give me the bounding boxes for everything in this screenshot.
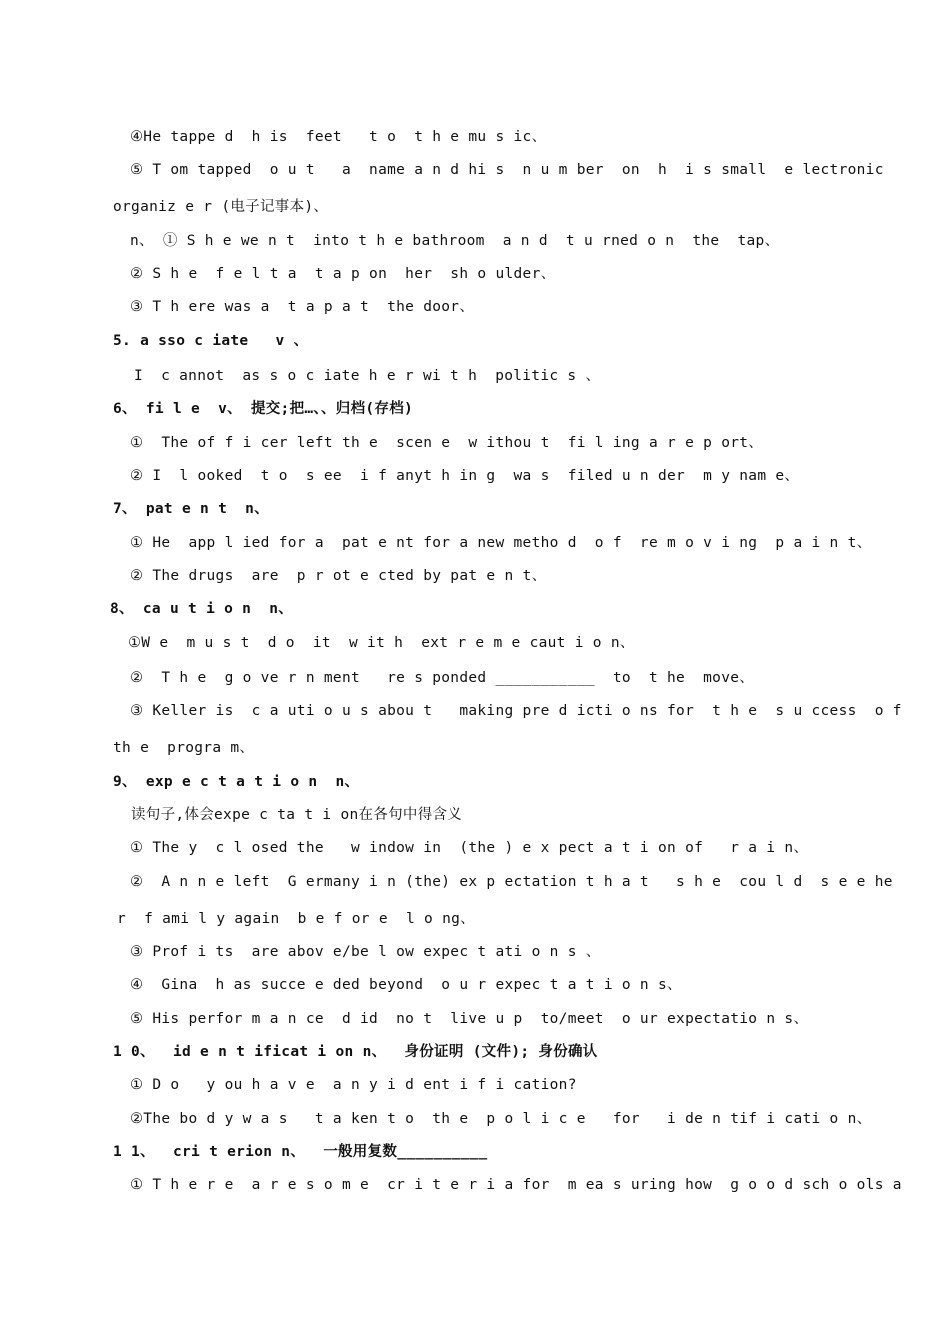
text-line: ① T h e r e a r e s o m e cr i t e r i a for m ea s uring how g o o d sch o ols a [130, 1177, 902, 1193]
text-line: ② A n n e left G ermany i n (the) ex p ectation t h a t s h e cou l d s e e he [130, 874, 893, 890]
text-line: ① He app l ied for a pat e nt for a new metho d o f re m o v i ng p a i n t、 [130, 535, 872, 551]
text-line: ① The of f i cer left th e scen e w ithou t fi l ing a r e p ort、 [130, 435, 764, 451]
section-heading: 6、 fi l e v、 提交;把…、、归档(存档) [113, 401, 414, 417]
text-line: n、 ① S h e we n t into t h e bathroom a n d t u rned o n the tap、 [130, 233, 780, 249]
text-line: ③ T h ere was a t a p a t the door、 [130, 299, 475, 315]
text-line: ④He tappe d h is feet t o t h e mu s ic、 [130, 129, 547, 145]
text-line: r f ami l y again b e f or e l o ng、 [117, 911, 475, 927]
text-line: I c annot as s o c iate h e r wi t h politic s 、 [134, 368, 601, 384]
text-line: ② I l ooked t o s ee i f anyt h in g wa s filed u n der m y nam e、 [130, 468, 800, 484]
text-line: ③ Keller is c a uti o u s abou t making pre d icti o ns for t h e s u ccess o f [130, 703, 902, 719]
text-line: ①W e m u s t d o it w it h ext r e m e caut i o n、 [128, 635, 635, 651]
text-line: ① D o y ou h a v e a n y i d ent i f i cation? [130, 1077, 577, 1093]
text-line: 读句子,体会expe c ta t i on在各句中得含义 [131, 807, 463, 823]
text-line: ⑤ T om tapped o u t a name a n d hi s n u m ber on h i s small e lectronic [130, 162, 884, 178]
text-line: ③ Prof i ts are abov e/be l ow expec t ati o n s 、 [130, 944, 601, 960]
text-line: ②The bo d y w a s t a ken t o th e p o l i c e for i de n tif i cati o n、 [130, 1111, 872, 1127]
text-line: ⑤ His perfor m a n ce d id no t live u p to/meet o ur expectatio n s、 [130, 1011, 809, 1027]
section-heading: 9、 exp e c t a t i o n n、 [113, 774, 360, 790]
section-heading: 8、 ca u t i o n n、 [110, 601, 294, 617]
text-line: ② T h e g o ve r n ment re s ponded ___________ to t he move、 [130, 670, 755, 686]
text-line: ④ Gina h as succe e ded beyond o u r expec t a t i o n s、 [130, 977, 682, 993]
text-line: ① The y c l osed the w indow in (the ) e x pect a t i on of r a i n、 [130, 840, 809, 856]
text-line: th e progra m、 [113, 740, 255, 756]
section-heading: 7、 pat e n t n、 [113, 501, 270, 517]
section-heading: 5. a sso c iate v 、 [113, 333, 309, 349]
section-heading: 1 0、 id e n t ificat i on n、 身份证明 (文件); 身份确认 [113, 1044, 598, 1060]
section-heading: 1 1、 cri t erion n、 一般用复数__________ [113, 1144, 488, 1160]
text-line: ② S h e f e l t a t a p on her sh o ulder、 [130, 266, 556, 282]
text-line: organiz e r (电子记事本)、 [113, 199, 329, 215]
text-line: ② The drugs are p r ot e cted by pat e n t、 [130, 568, 547, 584]
